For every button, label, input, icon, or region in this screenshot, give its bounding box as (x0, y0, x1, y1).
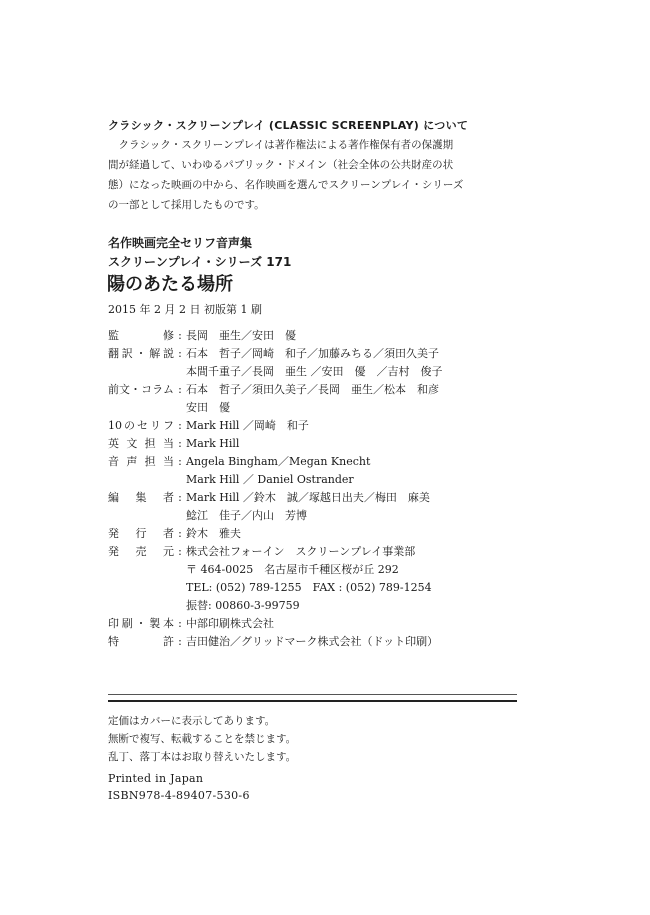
credit-row (108, 345, 528, 381)
credit-row (108, 633, 528, 651)
credit-values (186, 489, 528, 525)
credit-value: 吉田健治／グリッドマーク株式会社（ドット印刷） (186, 635, 439, 648)
series-block (108, 234, 291, 272)
edition-date: 2015 年 2 月 2 日 初版第 1 刷 (108, 303, 262, 316)
book-title: 陽のあたる場所 (107, 274, 233, 295)
credit-value: Mark Hill ／鈴木 誠／塚越日出夫／梅田 麻美 (186, 491, 430, 504)
credits-list (108, 327, 528, 651)
credit-label: 音声担当 (108, 455, 174, 468)
credit-colon: : (178, 527, 182, 540)
credit-label: 英文担当 (108, 437, 174, 450)
credit-label: 印刷・製本 (108, 617, 174, 630)
credit-values (186, 435, 528, 453)
credit-row (108, 453, 528, 489)
divider-thin (108, 694, 517, 695)
credit-value: 本間千重子／長岡 亜生 ／安田 優 ／吉村 俊子 (186, 365, 443, 378)
credit-values (186, 345, 528, 381)
notes-block (108, 712, 296, 766)
credit-label: 翻訳・解説 (108, 347, 174, 360)
credit-colon: : (178, 347, 182, 360)
credit-value: 株式会社フォーイン スクリーンプレイ事業部 (186, 545, 416, 558)
credit-value: Angela Bingham／Megan Knecht (186, 455, 371, 468)
credit-values (186, 543, 528, 615)
credit-value: 振替: 00860-3-99759 (186, 599, 300, 612)
credit-colon: : (178, 491, 182, 504)
credit-value: 長岡 亜生／安田 優 (186, 329, 296, 342)
credit-label: 前文・コラム (108, 383, 174, 396)
credit-colon: : (178, 455, 182, 468)
credit-row (108, 327, 528, 345)
credit-row (108, 417, 528, 435)
credit-value: 〒 464-0025 名古屋市千種区桜が丘 292 (186, 563, 399, 576)
credit-values (186, 453, 528, 489)
series-subtitle: 名作映画完全セリフ音声集 (108, 236, 253, 250)
credit-row (108, 435, 528, 453)
about-line: 間が経過して、いわゆるパブリック・ドメイン（社会全体の公共財産の状 (108, 159, 454, 171)
divider-thick (108, 700, 517, 702)
credit-colon: : (178, 383, 182, 396)
credit-values (186, 327, 528, 345)
about-line: 態）になった映画の中から、名作映画を選んでスクリーンプレイ・シリーズ (108, 179, 464, 191)
price-note: 定価はカバーに表示してあります。 (108, 715, 276, 727)
credit-row (108, 543, 528, 615)
credit-label: 10のセリフ (108, 419, 174, 432)
credit-values (186, 633, 528, 651)
about-line: の一部として採用したものです。 (108, 199, 265, 211)
credit-value: 中部印刷株式会社 (186, 617, 274, 630)
credit-row (108, 381, 528, 417)
credit-colon: : (178, 329, 182, 342)
credit-colon: : (178, 545, 182, 558)
credit-colon: : (178, 635, 182, 648)
credit-value: 安田 優 (186, 401, 230, 414)
credit-values (186, 525, 528, 543)
credit-value: 鈴木 雅夫 (186, 527, 241, 540)
about-heading: クラシック・スクリーンプレイ (CLASSIC SCREENPLAY) について (108, 119, 469, 132)
credit-value: 石本 哲子／須田久美子／長岡 亜生／松本 和彦 (186, 383, 439, 396)
printing-info (108, 770, 250, 804)
credit-value: Mark Hill ／ Daniel Ostrander (186, 473, 354, 486)
credit-row (108, 615, 528, 633)
replacement-note: 乱丁、落丁本はお取り替えいたします。 (108, 751, 297, 763)
credit-label: 監 修 (108, 329, 174, 342)
credit-colon: : (178, 437, 182, 450)
printed-in: Printed in Japan (108, 772, 204, 785)
credit-colon: : (178, 617, 182, 630)
credit-value: Mark Hill ／岡崎 和子 (186, 419, 309, 432)
credit-row (108, 489, 528, 525)
credit-value: Mark Hill (186, 437, 240, 450)
credit-values (186, 381, 528, 417)
credit-value: TEL: (052) 789-1255 FAX : (052) 789-1254 (186, 581, 432, 594)
credit-label: 特 許 (108, 635, 174, 648)
isbn: ISBN978-4-89407-530-6 (108, 789, 250, 802)
about-paragraph (108, 135, 508, 215)
about-line: クラシック・スクリーンプレイは著作権法による著作権保有者の保護期 (108, 139, 454, 151)
copy-note: 無断で複写、転載することを禁じます。 (108, 733, 297, 745)
credit-value: 鯰江 佳子／内山 芳博 (186, 509, 307, 522)
series-name: スクリーンプレイ・シリーズ 171 (108, 255, 292, 269)
credit-label: 発 売 元 (108, 545, 174, 558)
credit-values (186, 417, 528, 435)
credit-label: 編 集 者 (108, 491, 174, 504)
credit-label: 発 行 者 (108, 527, 174, 540)
credit-colon: : (178, 419, 182, 432)
credit-row (108, 525, 528, 543)
credit-value: 石本 哲子／岡崎 和子／加藤みちる／須田久美子 (186, 347, 439, 360)
credit-values (186, 615, 528, 633)
